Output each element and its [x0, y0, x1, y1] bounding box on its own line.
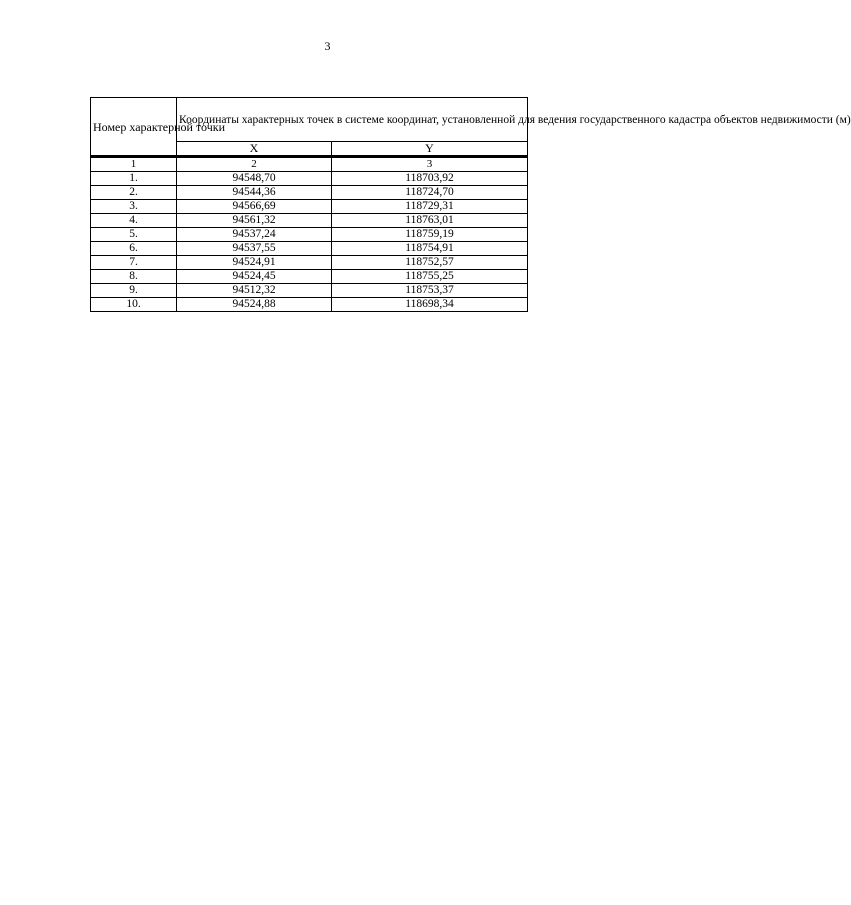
header-point-number: Номер характерной точки — [91, 98, 177, 157]
y-coordinate-cell: 118724,70 — [332, 186, 528, 200]
x-coordinate-cell: 94537,24 — [177, 228, 332, 242]
y-coordinate-cell: 118752,57 — [332, 256, 528, 270]
point-number-cell: 2. — [91, 186, 177, 200]
x-coordinate-cell: 94537,55 — [177, 242, 332, 256]
x-coordinate-cell: 94561,32 — [177, 214, 332, 228]
point-number-cell: 1. — [91, 172, 177, 186]
column-number-row — [91, 158, 528, 172]
x-coordinate-cell: 94524,91 — [177, 256, 332, 270]
point-number-cell: 5. — [91, 228, 177, 242]
column-number: 1 — [91, 158, 177, 172]
table-row — [91, 172, 528, 186]
y-coordinate-cell: 118759,19 — [332, 228, 528, 242]
point-number-cell: 10. — [91, 298, 177, 312]
header-axis-y: Y — [332, 142, 528, 157]
y-coordinate-cell: 118763,01 — [332, 214, 528, 228]
table-row — [91, 242, 528, 256]
table-row — [91, 186, 528, 200]
table-row — [91, 200, 528, 214]
point-number-cell: 7. — [91, 256, 177, 270]
x-coordinate-cell: 94548,70 — [177, 172, 332, 186]
x-coordinate-cell: 94512,32 — [177, 284, 332, 298]
header-axis-x: X — [177, 142, 332, 157]
column-number: 2 — [177, 158, 332, 172]
point-number-cell: 8. — [91, 270, 177, 284]
table-body — [91, 156, 528, 312]
y-coordinate-cell: 118754,91 — [332, 242, 528, 256]
point-number-cell: 9. — [91, 284, 177, 298]
y-coordinate-cell: 118753,37 — [332, 284, 528, 298]
x-coordinate-cell: 94566,69 — [177, 200, 332, 214]
y-coordinate-cell: 118755,25 — [332, 270, 528, 284]
table-row — [91, 298, 528, 312]
page-number: 3 — [324, 39, 331, 53]
point-number-cell: 4. — [91, 214, 177, 228]
coordinates-table — [90, 97, 851, 312]
table-row — [91, 214, 528, 228]
table-row — [91, 270, 528, 284]
point-number-cell: 3. — [91, 200, 177, 214]
header-row — [91, 98, 528, 142]
table-row — [91, 284, 528, 298]
point-number-cell: 6. — [91, 242, 177, 256]
table-header — [91, 98, 851, 157]
y-coordinate-cell: 118698,34 — [332, 298, 528, 312]
table-row — [91, 228, 528, 242]
y-coordinate-cell: 118729,31 — [332, 200, 528, 214]
table-row — [91, 256, 528, 270]
y-coordinate-cell: 118703,92 — [332, 172, 528, 186]
x-coordinate-cell: 94524,88 — [177, 298, 332, 312]
x-coordinate-cell: 94544,36 — [177, 186, 332, 200]
header-coordinates: Координаты характерных точек в системе координат, установленной для ведения государственного кадастра объектов недвижимости (м) — [177, 98, 528, 142]
x-coordinate-cell: 94524,45 — [177, 270, 332, 284]
column-number: 3 — [332, 158, 528, 172]
